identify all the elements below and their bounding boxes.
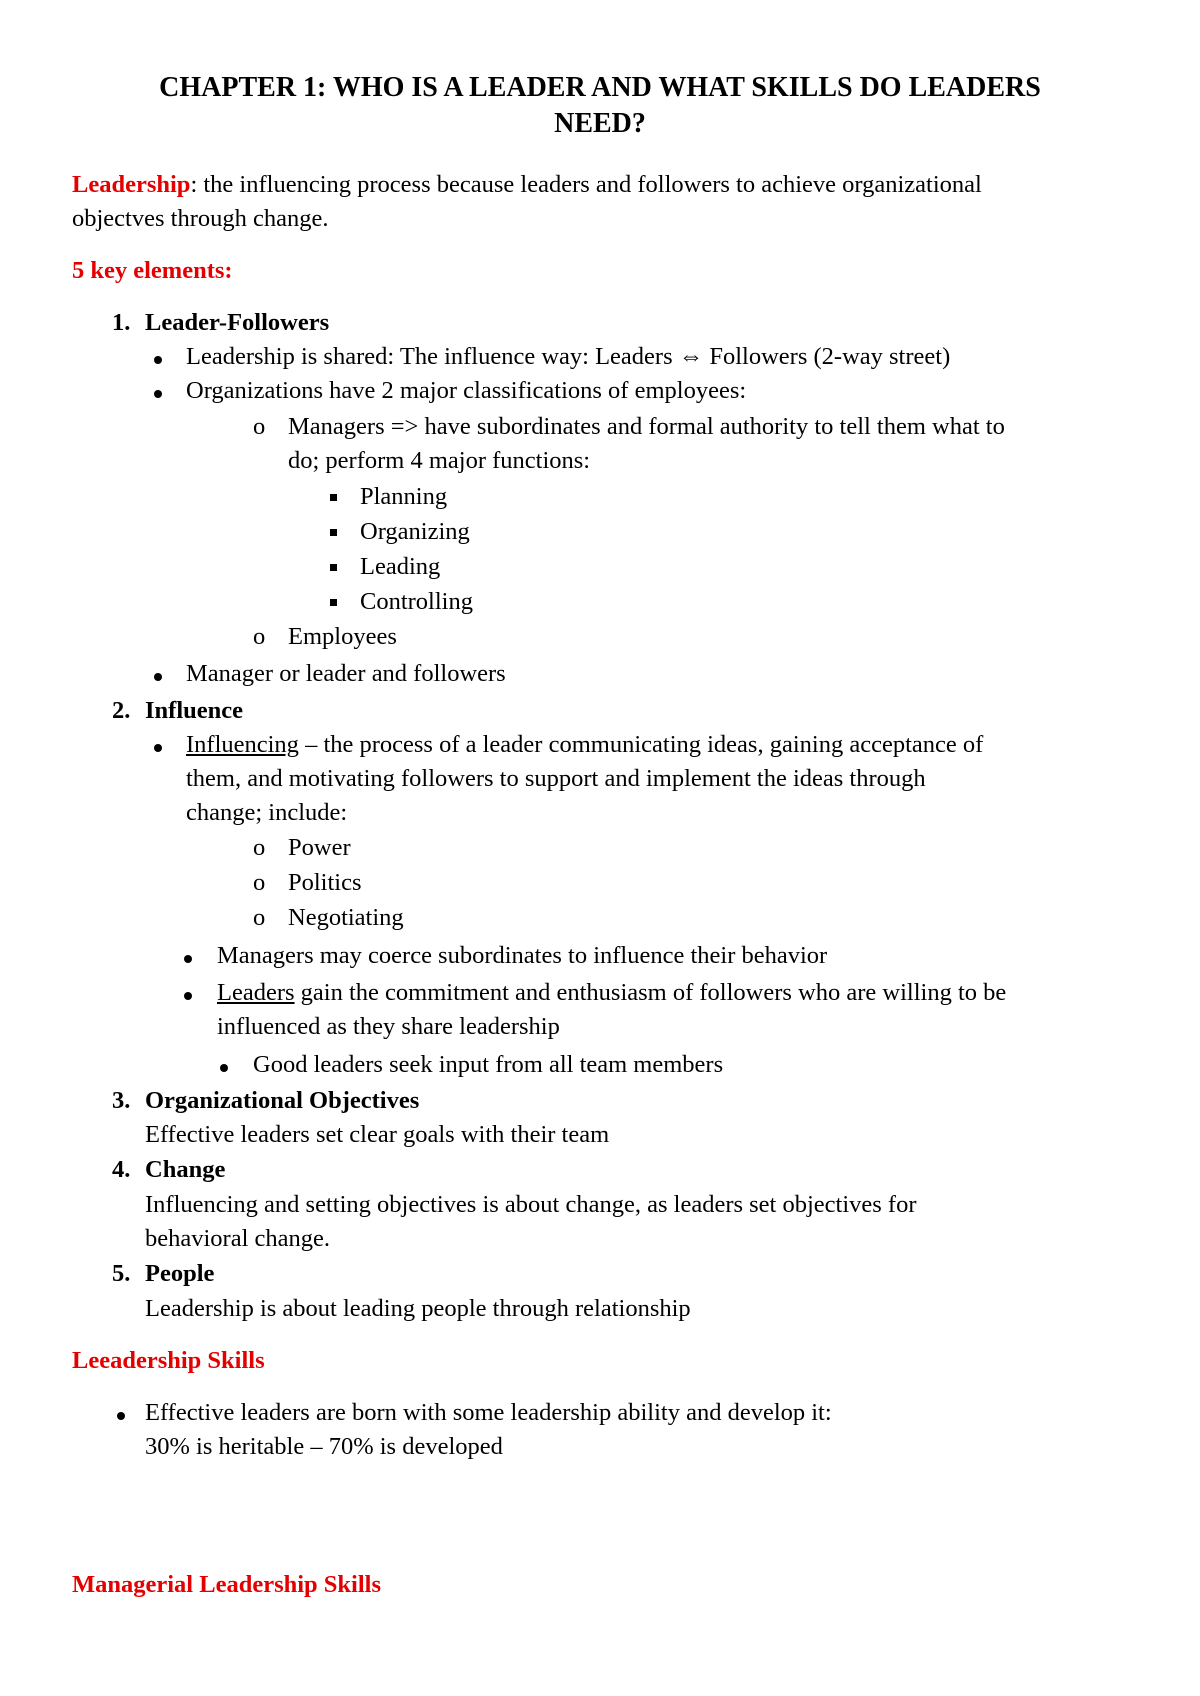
skills-bullet-line-1: Effective leaders are born with some leadership ability and develop it: (145, 1399, 832, 1426)
element-4-number: 4. (112, 1156, 131, 1183)
definition-line-1 (72, 168, 982, 203)
square-bullet-icon (330, 529, 337, 536)
element-4-text-line-1: Influencing and setting objectives is about change, as leaders set objectives for (145, 1191, 917, 1218)
element-5-text: Leadership is about leading people through relationship (145, 1295, 691, 1322)
skills-bullet-line-2: 30% is heritable – 70% is developed (145, 1433, 503, 1460)
element-5-number: 5. (112, 1260, 131, 1287)
chapter-title-line-1: CHAPTER 1: WHO IS A LEADER AND WHAT SKILLS DO LEADERS (159, 72, 1041, 103)
circle-bullet-icon: o (253, 413, 266, 440)
influencing-line-3: change; include: (186, 799, 348, 826)
element-2-title: Influence (145, 697, 243, 724)
element-3-number: 3. (112, 1087, 131, 1114)
function-leading: Leading (360, 553, 441, 580)
square-bullet-icon (330, 599, 337, 606)
function-controlling: Controlling (360, 588, 473, 615)
leaders-line-1 (217, 976, 1006, 1011)
influencing-line-1 (186, 728, 983, 763)
influencing-definition: – the process of a leader communicating ideas, gaining acceptance of (298, 731, 984, 758)
employees-item: Employees (288, 623, 397, 650)
include-negotiating: Negotiating (288, 904, 404, 931)
bullet-icon (184, 992, 192, 1000)
function-organizing: Organizing (360, 518, 470, 545)
circle-bullet-icon: o (253, 834, 266, 861)
element-5-title: People (145, 1260, 215, 1287)
element-4-text-line-2: behavioral change. (145, 1225, 331, 1252)
influencing-line-2: them, and motivating followers to support and implement the ideas through (186, 765, 926, 792)
bullet-icon (154, 744, 162, 752)
element-1-title: Leader-Followers (145, 309, 330, 336)
good-leaders-item: Good leaders seek input from all team members (253, 1051, 724, 1078)
key-elements-heading: 5 key elements: (72, 257, 233, 284)
definition-line-2: objectves through change. (72, 205, 329, 232)
function-planning: Planning (360, 483, 448, 510)
circle-bullet-icon: o (253, 904, 266, 931)
square-bullet-icon (330, 564, 337, 571)
bullet-icon (220, 1064, 228, 1072)
e1-bullet-classifications: Organizations have 2 major classifications of employees: (186, 377, 747, 404)
leaders-line-2: influenced as they share leadership (217, 1013, 560, 1040)
leadership-skills-heading: Leeadership Skills (72, 1347, 265, 1374)
e1-bullet-shared: Leadership is shared: The influence way: Leaders ⇔ Followers (2-way street) (186, 343, 951, 370)
element-3-text: Effective leaders set clear goals with their team (145, 1121, 610, 1148)
circle-bullet-icon: o (253, 869, 266, 896)
chapter-title-line-2: NEED? (554, 108, 646, 139)
managers-line-2: do; perform 4 major functions: (288, 447, 591, 474)
include-politics: Politics (288, 869, 362, 896)
include-power: Power (288, 834, 351, 861)
e2-bullet-managers-coerce: Managers may coerce subordinates to influence their behavior (217, 942, 828, 969)
element-1-number: 1. (112, 309, 131, 336)
bullet-icon (154, 356, 162, 364)
definition-term: Leadership (72, 171, 191, 198)
element-3-title: Organizational Objectives (145, 1087, 420, 1114)
influencing-term: Influencing (186, 731, 299, 758)
bullet-icon (184, 955, 192, 963)
element-4-title: Change (145, 1156, 226, 1183)
leaders-text: gain the commitment and enthusiasm of followers who are willing to be (294, 979, 1007, 1006)
circle-bullet-icon: o (253, 623, 266, 650)
managerial-skills-heading: Managerial Leadership Skills (72, 1571, 382, 1598)
managers-line-1: Managers => have subordinates and formal authority to tell them what to (288, 413, 1005, 440)
bullet-icon (117, 1412, 125, 1420)
bullet-icon (154, 390, 162, 398)
bullet-icon (154, 673, 162, 681)
e1-bullet-manager-leader: Manager or leader and followers (186, 660, 506, 687)
leaders-term: Leaders (217, 979, 295, 1006)
element-2-number: 2. (112, 697, 131, 724)
square-bullet-icon (330, 494, 337, 501)
definition-text: : the influencing process because leaders and followers to achieve organizational (190, 171, 982, 198)
